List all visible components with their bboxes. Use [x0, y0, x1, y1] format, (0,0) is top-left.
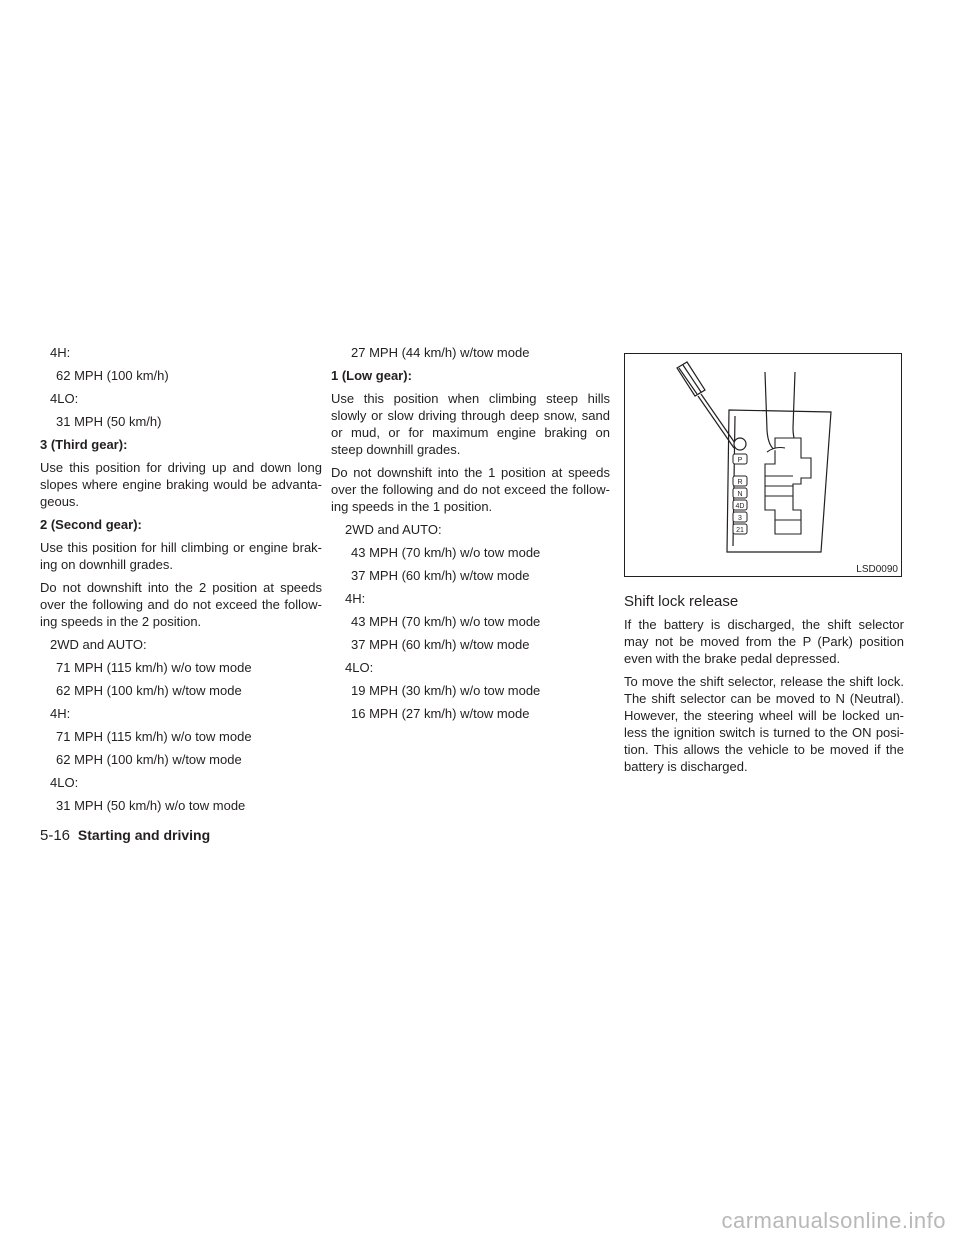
gear-label-r: R: [737, 479, 743, 486]
column-2: [331, 344, 610, 728]
speed-value: 43 MPH (70 km/h) w/o tow mode: [351, 545, 541, 560]
speed-value: 71 MPH (115 km/h) w/o tow mode: [56, 660, 252, 675]
watermark-text: carmanualsonline.info: [721, 1208, 946, 1233]
gear-label-3: 3: [738, 515, 742, 522]
shift-lock-paragraph-1: If the battery is discharged, the shift selector may not be moved from the P (Park) position even with the brake pedal depressed.: [624, 617, 904, 666]
gear-label-4d: 4D: [735, 503, 745, 510]
low-gear-heading: 1 (Low gear):: [331, 368, 412, 383]
speed-value: 31 MPH (50 km/h): [56, 414, 162, 429]
speed-value: 16 MPH (27 km/h) w/tow mode: [351, 706, 530, 721]
low-gear-paragraph-2: Do not downshift into the 1 position at speeds over the following and do not exceed the follow-ing speeds in the 1 position.: [331, 465, 610, 514]
speed-value: 37 MPH (60 km/h) w/tow mode: [351, 568, 530, 583]
drive-mode-4h: 4H:: [50, 706, 71, 721]
drive-mode-2wd-auto: 2WD and AUTO:: [345, 522, 442, 537]
shift-lock-figure: [624, 353, 902, 577]
drive-mode-4lo: 4LO:: [50, 391, 79, 406]
speed-value: 27 MPH (44 km/h) w/tow mode: [351, 345, 530, 360]
chapter-title: Starting and driving: [77, 827, 211, 843]
second-gear-heading: 2 (Second gear):: [40, 517, 142, 532]
speed-value: 62 MPH (100 km/h): [56, 368, 169, 383]
gear-label-n: N: [737, 491, 743, 498]
drive-mode-4h: 4H:: [50, 345, 71, 360]
speed-value: 43 MPH (70 km/h) w/o tow mode: [351, 614, 541, 629]
shift-lock-paragraph-2: To move the shift selector, release the shift lock. The shift selector can be moved to N (Neutral). However, the steering wheel will be locked un-less the ignition switch is turned to the ON posi-tion. This allows the vehicle to be moved if the battery is discharged.: [624, 674, 904, 774]
column-1: [40, 344, 322, 820]
low-gear-paragraph-1: Use this position when climbing steep hills slowly or slow driving through deep snow, sand or mud, or for maximum engine braking on steep downhill grades.: [331, 391, 610, 457]
shift-lock-title: Shift lock release: [624, 593, 739, 610]
gear-label-p: P: [737, 457, 743, 464]
gear-label-21: 21: [736, 527, 744, 534]
drive-mode-4lo: 4LO:: [345, 660, 374, 675]
second-gear-paragraph-2: Do not downshift into the 2 position at speeds over the following and do not exceed the follow-ing speeds in the 2 position.: [40, 580, 322, 629]
speed-value: 62 MPH (100 km/h) w/tow mode: [56, 683, 242, 698]
speed-value: 62 MPH (100 km/h) w/tow mode: [56, 752, 242, 767]
third-gear-paragraph: Use this position for driving up and down long slopes where engine braking would be advanta-geous.: [40, 460, 322, 509]
drive-mode-2wd-auto: 2WD and AUTO:: [50, 637, 147, 652]
second-gear-paragraph-1: Use this position for hill climbing or engine brak-ing on downhill grades.: [40, 540, 322, 572]
third-gear-heading: 3 (Third gear):: [40, 437, 128, 452]
screwdriver-icon: [677, 362, 737, 448]
speed-value: 19 MPH (30 km/h) w/o tow mode: [351, 683, 541, 698]
shift-lock-release-hole: [734, 438, 746, 450]
shift-lock-section: [624, 583, 904, 781]
drive-mode-4lo: 4LO:: [50, 775, 79, 790]
watermark: [0, 1200, 960, 1242]
shift-selector-illustration: [625, 354, 901, 576]
speed-value: 37 MPH (60 km/h) w/tow mode: [351, 637, 530, 652]
speed-value: 31 MPH (50 km/h) w/o tow mode: [56, 798, 246, 813]
speed-value: 71 MPH (115 km/h) w/o tow mode: [56, 729, 252, 744]
figure-label: LSD0090: [856, 564, 898, 575]
drive-mode-4h: 4H:: [345, 591, 366, 606]
page-number: 5-16: [40, 827, 71, 844]
page-footer: [40, 827, 210, 844]
